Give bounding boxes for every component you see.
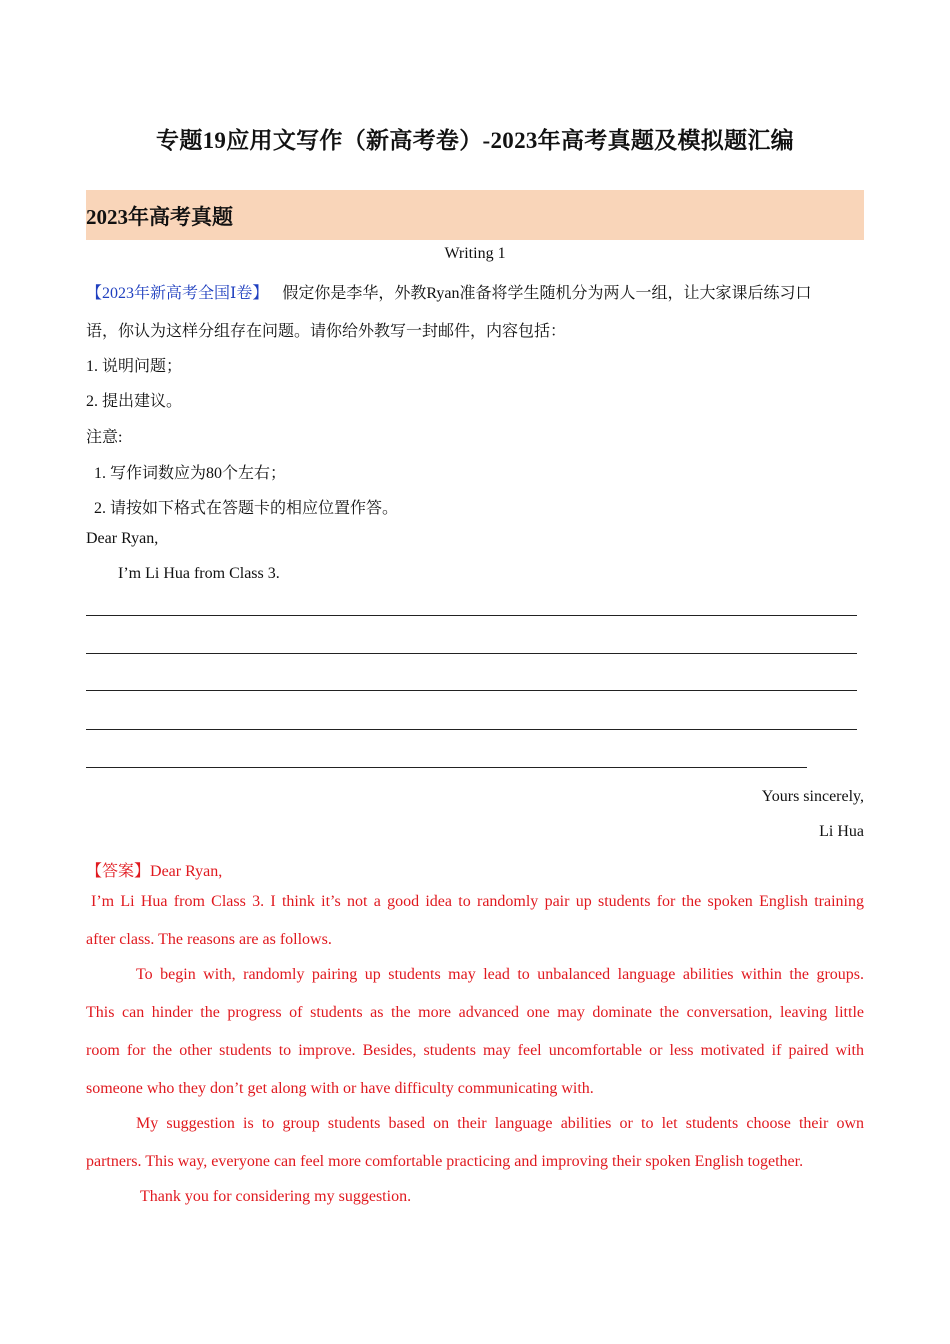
answer-p2-line-4: someone who they don’t get along with or have difficulty communicating with. <box>86 1080 594 1097</box>
note-item-1: 1. 写作词数应为80个左右； <box>94 465 287 482</box>
answer-p1-line-2: after class. The reasons are as follows. <box>86 931 332 948</box>
answer-p2-line-1: To begin with, randomly pairing up students may lead to unbalanced language abilities within the groups. <box>136 966 864 983</box>
answer-greeting: Dear Ryan, <box>150 863 223 880</box>
page-title: 专题19应用文写作（新高考卷）-2023年高考真题及模拟题汇编 <box>156 128 794 153</box>
answer-p2-line-2: This can hinder the progress of students as the more advanced one may dominate the conversation, leaving little <box>86 1004 864 1021</box>
letter-greeting: Dear Ryan, <box>86 530 159 547</box>
prompt-item-2: 2. 提出建议。 <box>86 393 183 410</box>
answer-blank-line-3 <box>86 690 857 691</box>
answer-header <box>86 858 222 881</box>
answer-blank-line-5 <box>86 767 807 768</box>
prompt-line-1 <box>86 280 811 303</box>
answer-p2-line-3: room for the other students to improve. Besides, students may feel uncomfortable or less motivated if paired with <box>86 1042 864 1059</box>
prompt-text-1: 假定你是李华，外教Ryan准备将学生随机分为两人一组，让大家课后练习口 <box>282 285 812 302</box>
answer-p1-line-1: I’m Li Hua from Class 3. I think it’s not a good idea to randomly pair up students for the spoken English training <box>91 893 864 910</box>
note-label: 注意: <box>86 429 123 446</box>
prompt-line-2: 语，你认为这样分组存在问题。请你给外教写一封邮件，内容包括： <box>86 323 567 340</box>
answer-p4-line-1: Thank you for considering my suggestion. <box>140 1188 412 1205</box>
answer-blank-line-2 <box>86 653 857 654</box>
prompt-source: 【2023年新高考全国Ⅰ卷】 <box>86 285 269 302</box>
writing-label: Writing 1 <box>444 245 506 262</box>
letter-closing: Yours sincerely, <box>761 788 864 805</box>
note-item-2: 2. 请按如下格式在答题卡的相应位置作答。 <box>94 500 399 517</box>
prompt-item-1: 1. 说明问题； <box>86 358 183 375</box>
section-title: 2023年高考真题 <box>86 205 233 229</box>
answer-label: 【答案】 <box>86 863 151 880</box>
letter-opening: I’m Li Hua from Class 3. <box>118 565 280 582</box>
answer-p3-line-1: My suggestion is to group students based on their language abilities or to let students choose their own <box>136 1115 864 1132</box>
answer-p3-line-2: partners. This way, everyone can feel more comfortable practicing and improving their spoken English together. <box>86 1153 804 1170</box>
letter-signature: Li Hua <box>819 823 864 840</box>
answer-blank-line-4 <box>86 729 857 730</box>
answer-blank-line-1 <box>86 615 857 616</box>
